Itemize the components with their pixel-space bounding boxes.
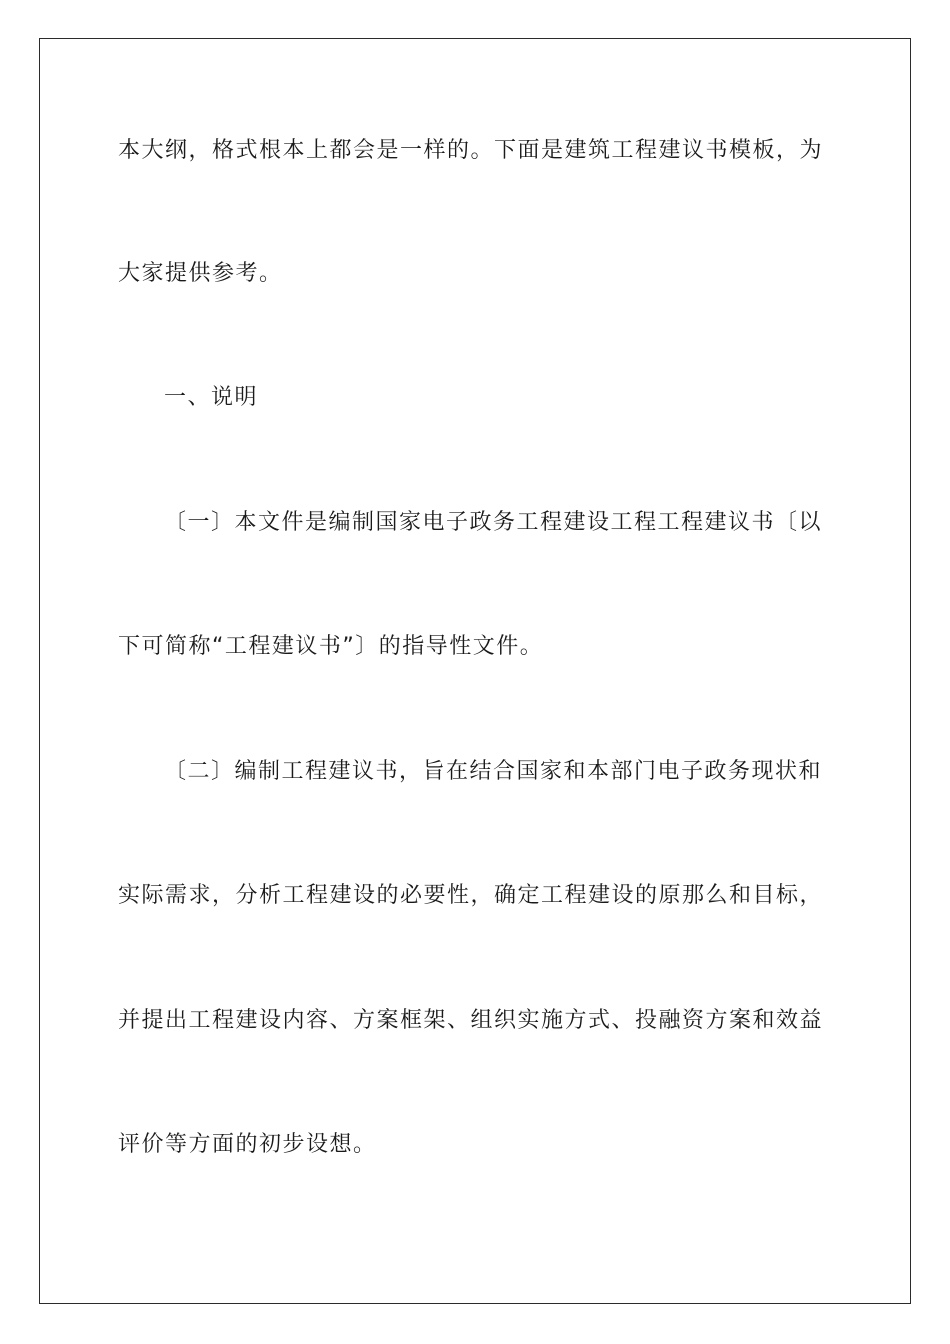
paragraph-line: 评价等方面的初步设想。 (118, 1132, 377, 1157)
paragraph-line: 〔一〕本文件是编制国家电子政务工程建设工程工程建议书〔以 (164, 510, 823, 535)
paragraph-line: 下可简称“工程建议书”〕的指导性文件。 (118, 634, 544, 659)
page-border (39, 38, 911, 1304)
section-heading: 一、说明 (164, 385, 259, 410)
paragraph-line: 〔二〕编制工程建议书，旨在结合国家和本部门电子政务现状和 (164, 759, 823, 784)
paragraph-line: 并提出工程建设内容、方案框架、组织实施方式、投融资方案和效益 (118, 1008, 824, 1033)
paragraph-line: 本大纲，格式根本上都会是一样的。下面是建筑工程建议书模板，为 (118, 138, 824, 163)
paragraph-line: 实际需求，分析工程建设的必要性，确定工程建设的原那么和目标， (118, 883, 824, 908)
paragraph-line: 大家提供参考。 (118, 261, 283, 286)
